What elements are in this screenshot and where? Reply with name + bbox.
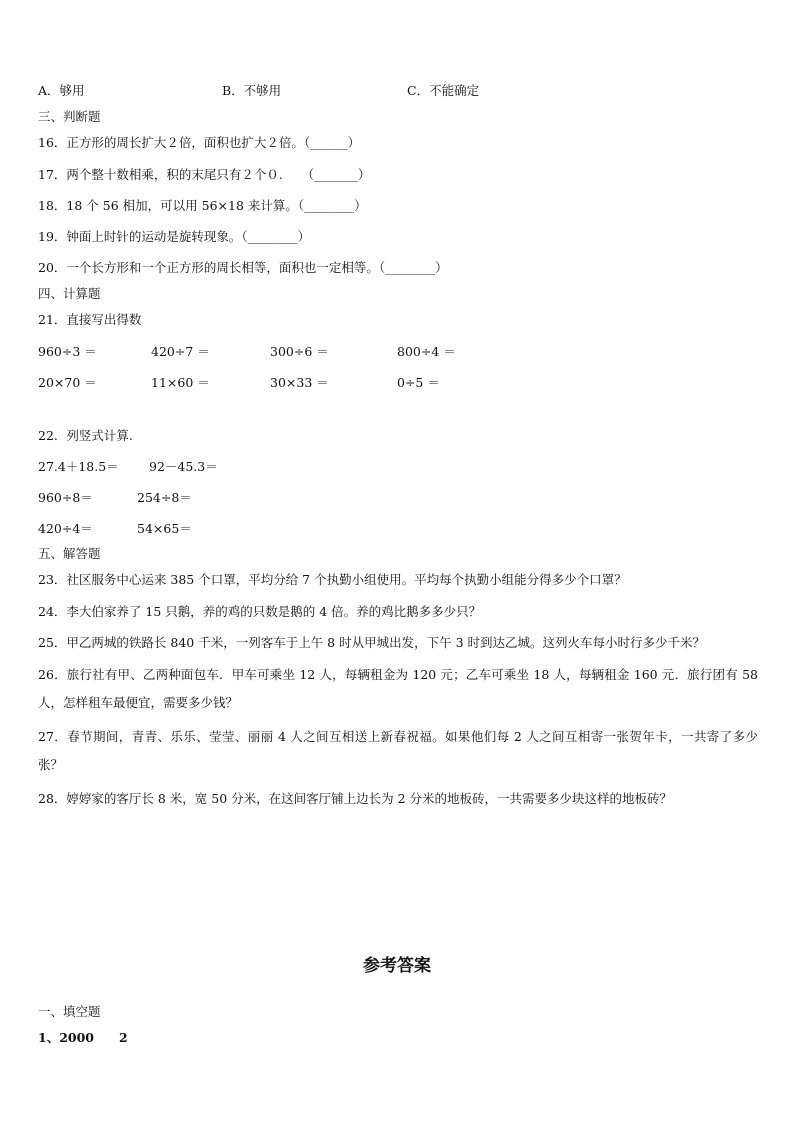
option-a: A．够用 [38, 83, 85, 98]
question-22-label: 22．列竖式计算. [38, 428, 133, 443]
calc-item: 30×33 ＝ [270, 375, 329, 390]
answers-section-heading: 一、填空题 [38, 1004, 101, 1019]
answer-1: 1、2000 2 [38, 1030, 128, 1045]
question-16: 16．正方形的周长扩大２倍，面积也扩大２倍。（______） [38, 135, 361, 150]
vertical-calc-item: 960÷8＝ [38, 490, 93, 505]
question-21-label: 21．直接写出得数 [38, 312, 142, 327]
answers-title: 参考答案 [363, 956, 431, 976]
question-24: 24．李大伯家养了 15 只鹅，养的鸡的只数是鹅的 4 倍。养的鸡比鹅多多少只？ [38, 604, 482, 619]
question-19: 19．钟面上时针的运动是旋转现象。（________） [38, 229, 311, 244]
calc-item: 0÷5 ＝ [397, 375, 440, 390]
question-27: 27．春节期间，青青、乐乐、莹莹、丽丽 4 人之间互相送上新春祝福。如果他们每 2 人之间互相寄一张贺年卡，一共寄了多少张？ [38, 729, 758, 772]
calc-item: 800÷4 ＝ [397, 344, 456, 359]
question-28: 28．婷婷家的客厅长 8 米，宽 50 分米，在这间客厅铺上边长为 2 分米的地板砖，一共需要多少块这样的地板砖？ [38, 791, 673, 806]
question-20: 20．一个长方形和一个正方形的周长相等，面积也一定相等。（________） [38, 260, 448, 275]
calc-item: 11×60 ＝ [151, 375, 210, 390]
question-26: 26．旅行社有甲、乙两种面包车．甲车可乘坐 12 人，每辆租金为 120 元；乙车可乘坐 18 人，每辆租金 160 元．旅行团有 58 人，怎样租车最便宜，需要多少钱？ [38, 667, 758, 710]
vertical-calc-item: 54×65＝ [137, 521, 192, 536]
section-heading-judgement: 三、判断题 [38, 109, 101, 124]
calc-item: 420÷7 ＝ [151, 344, 210, 359]
vertical-calc-item: 254÷8＝ [137, 490, 192, 505]
vertical-calc-item: 27.4＋18.5＝ [38, 459, 119, 474]
question-17: 17．两个整十数相乘，积的末尾只有２个０. （_______） [38, 167, 371, 182]
question-23: 23．社区服务中心运来 385 个口罩，平均分给 7 个执勤小组使用。平均每个执勤小组能分得多少个口罩？ [38, 572, 627, 587]
question-18: 18．18 个 56 相加，可以用 56×18 来计算。（________） [38, 198, 367, 213]
question-25: 25．甲乙两城的铁路长 840 千米，一列客车于上午 8 时从甲城出发，下午 3 时到达乙城。这列火车每小时行多少千米？ [38, 635, 706, 650]
calc-item: 960÷3 ＝ [38, 344, 97, 359]
section-heading-calculation: 四、计算题 [38, 286, 101, 301]
vertical-calc-item: 420÷4＝ [38, 521, 93, 536]
calc-item: 300÷6 ＝ [270, 344, 329, 359]
section-heading-word-problems: 五、解答题 [38, 546, 101, 561]
vertical-calc-item: 92－45.3＝ [149, 459, 218, 474]
option-c: C．不能确定 [407, 83, 480, 98]
option-b: B．不够用 [222, 83, 282, 98]
calc-item: 20×70 ＝ [38, 375, 97, 390]
